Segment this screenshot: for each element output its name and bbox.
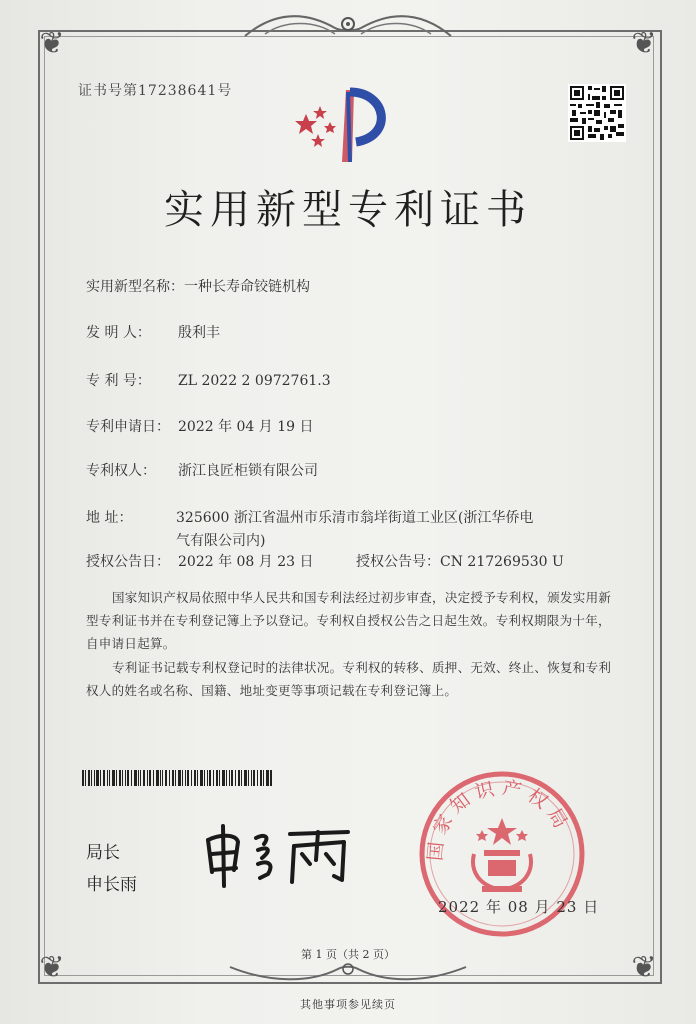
corner-ornament-bottom-right: ❦ — [631, 950, 657, 985]
field-label: 授权公告日： — [86, 554, 170, 570]
director-name: 申长雨 — [86, 875, 137, 895]
field-label: 发 明 人： — [86, 325, 151, 341]
field-value: 2022 年 08 月 23 日 — [178, 554, 314, 570]
field-value: 2022 年 04 月 19 日 — [178, 419, 314, 435]
field-grant-date — [86, 551, 314, 571]
statement-paragraph-1: 国家知识产权局依照中华人民共和国专利法经过初步审查，决定授予专利权，颁发实用新型专利证书并在专利登记簿上予以登记。专利权自授权公告之日起生效。专利权期限为十年，自申请日起算。 — [86, 590, 612, 651]
director-signature — [198, 820, 358, 890]
field-label: 授权公告号： — [356, 554, 440, 570]
corner-ornament-top-right: ❦ — [631, 26, 657, 61]
field-patent-number — [86, 370, 331, 390]
seal-date: 2022 年 08 月 23 日 — [438, 898, 600, 916]
field-filing-date — [86, 416, 314, 436]
field-address-value — [176, 507, 556, 553]
field-label: 实用新型名称： — [86, 279, 184, 295]
footer-note: 其他事项参见续页 — [300, 998, 396, 1011]
field-value: 一种长寿命铰链机构 — [184, 279, 310, 295]
field-value: ZL 2022 2 0972761.3 — [178, 373, 331, 389]
field-patentee — [86, 460, 318, 480]
field-label: 专利权人： — [86, 463, 156, 479]
field-value: CN 217269530 U — [440, 554, 564, 570]
field-utility-model-name — [86, 276, 310, 296]
certificate-number: 证书号第17238641号 — [78, 83, 233, 99]
qr-code-icon — [568, 84, 626, 142]
statement-paragraph-2: 专利证书记载专利权登记时的法律状况。专利权的转移、质押、无效、终止、恢复和专利权人的姓名或名称、国籍、地址变更等事项记载在专利登记簿上。 — [86, 660, 612, 698]
barcode-icon — [82, 770, 272, 786]
field-label: 地 址： — [86, 510, 133, 526]
field-label: 专利申请日： — [86, 419, 170, 435]
director-title: 局长 — [86, 843, 120, 863]
field-inventor — [86, 322, 220, 342]
field-value: 浙江良匠柜锁有限公司 — [178, 463, 318, 479]
corner-ornament-top-left: ❦ — [39, 26, 65, 61]
certificate-title: 实用新型专利证书 — [164, 187, 532, 233]
address-line-2: 气有限公司内) — [176, 533, 266, 549]
field-grant-number — [356, 551, 564, 571]
corner-ornament-bottom-left: ❦ — [39, 950, 65, 985]
field-label: 专 利 号： — [86, 373, 151, 389]
field-value: 殷利丰 — [178, 325, 220, 341]
seal-text: 国家知识产权局 — [424, 776, 575, 862]
page-number: 第 1 页（共 2 页） — [301, 948, 395, 961]
address-line-1: 325600 浙江省温州市乐清市翁垟街道工业区(浙江华侨电 — [176, 510, 534, 526]
top-ornament — [235, 6, 461, 46]
field-address-label — [86, 507, 132, 527]
cnipa-logo-icon — [292, 84, 404, 170]
